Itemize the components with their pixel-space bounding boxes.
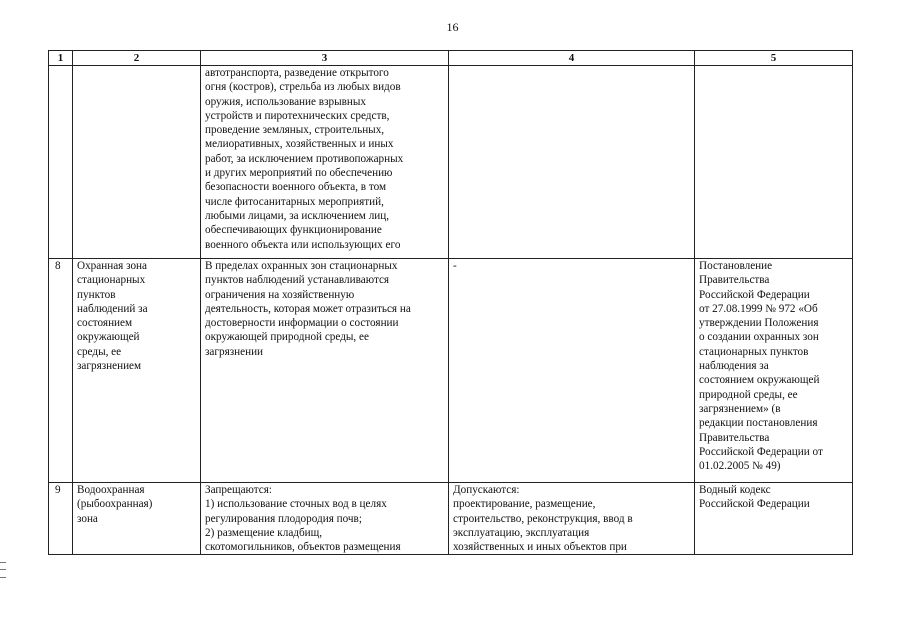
restrictions-cell: автотранспорта, разведение открытого огня (костров), стрельба из любых видов оружия, использование взрывных устройств и пиротехнических средств, проведение земляных, строительных, мелиоративных, хозяйственных и иных работ, за исключением противопожарных и других мероприятий по обеспечению безопасности военного объекта, в том числе фитосанитарных мероприятий, любыми лицами, за исключением лиц, обеспечивающих функционирование военного объекта или использующих его — [201, 66, 449, 259]
restrictions-cell — [201, 483, 449, 555]
zone-name-cell: Охранная зона стационарных пунктов наблюдений за состоянием окружающей среды, ее загрязнением — [73, 259, 201, 483]
restriction-item: 2) размещение кладбищ, скотомогильников, объектов размещения — [205, 526, 401, 554]
zone-name-cell: Водоохранная (рыбоохранная) зона — [73, 483, 201, 555]
legal-basis-cell: Водный кодекс Российской Федерации — [695, 483, 853, 555]
allowed-cell — [449, 66, 695, 259]
allowed-cell: - — [449, 259, 695, 483]
table-header-row — [49, 51, 853, 66]
header-col-5: 5 — [695, 51, 853, 66]
table-row-9 — [49, 483, 853, 555]
header-col-3: 3 — [201, 51, 449, 66]
header-col-2: 2 — [73, 51, 201, 66]
zone-name-cell — [73, 66, 201, 259]
header-col-4: 4 — [449, 51, 695, 66]
restrictions-intro: Запрещаются: — [205, 484, 273, 496]
regulation-table — [48, 50, 853, 555]
page-number: 16 — [446, 20, 459, 34]
scan-margin-mark — [0, 562, 6, 578]
restriction-item: 1) использование сточных вод в целях регулирования плодородия почв; — [205, 498, 387, 525]
legal-basis-cell: Постановление Правительства Российской Федерации от 27.08.1999 № 972 «Об утверждении Положения о создании охранных зон стационарных пунктов наблюдения за состоянием окружающей природной среды, ее загрязнением» (в редакции постановления Правительства Российской Федерации от 01.02.2005 № 49) — [695, 259, 853, 483]
allowed-cell: Допускаются: проектирование, размещение, строительство, реконструкция, ввод в эксплуатацию, эксплуатация хозяйственных и иных объектов при — [449, 483, 695, 555]
row-number-cell: 8 — [49, 259, 73, 483]
row-number-cell — [49, 66, 73, 259]
table-row-8 — [49, 259, 853, 483]
legal-basis-cell — [695, 66, 853, 259]
restrictions-cell: В пределах охранных зон стационарных пунктов наблюдений устанавливаются ограничения на хозяйственную деятельность, которая может отразиться на достоверности информации о состоянии окружающей природной среды, ее загрязнении — [201, 259, 449, 483]
row-number-cell: 9 — [49, 483, 73, 555]
header-col-1: 1 — [49, 51, 73, 66]
table-row-continuation — [49, 66, 853, 259]
